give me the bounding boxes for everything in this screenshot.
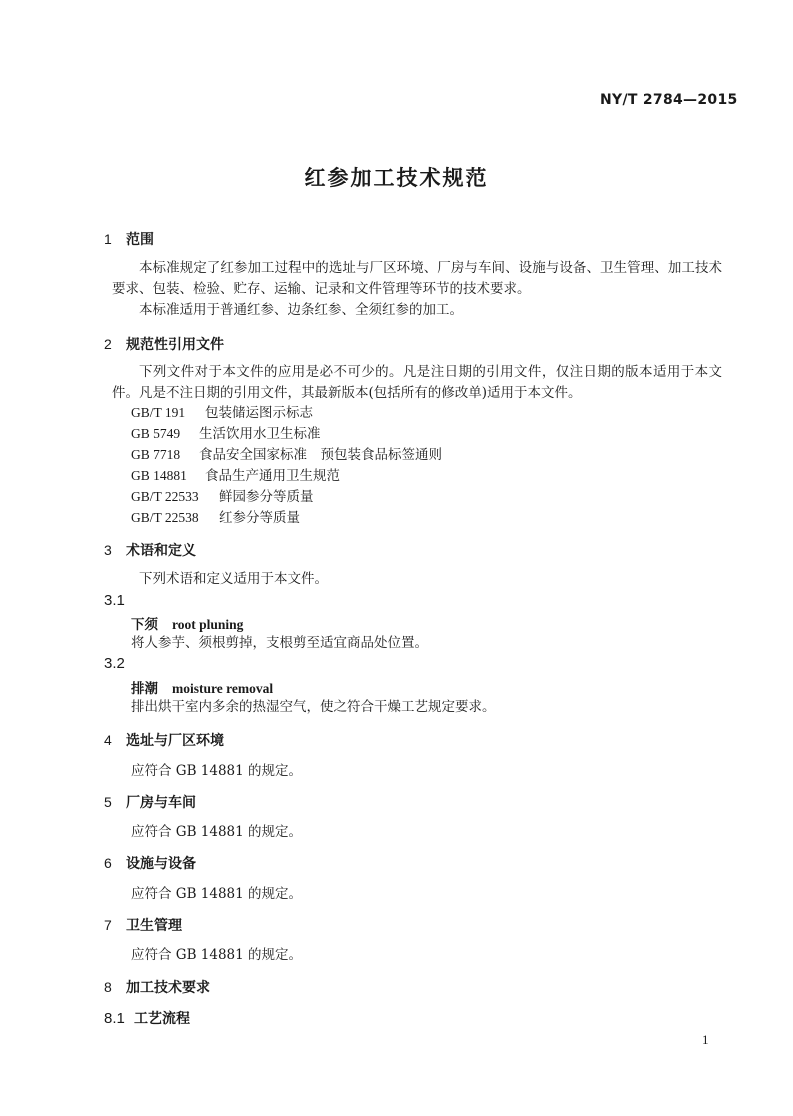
term-heading — [131, 677, 273, 697]
reference-item — [131, 508, 300, 528]
subsection-8-1-heading — [104, 1008, 190, 1028]
section-number: 1 — [104, 231, 112, 247]
section-2-heading — [104, 334, 224, 354]
section-2-paragraph-1: 下列文件对于本文件的应用是必不可少的。凡是注日期的引用文件，仅注日期的版本适用于本文件。凡是不注日期的引用文件，其最新版本(包括所有的修改单)适用于本文件。 — [112, 364, 722, 401]
subsection-title: 工艺流程 — [134, 1011, 190, 1027]
section-title: 设施与设备 — [126, 856, 196, 872]
section-title: 选址与厂区环境 — [126, 733, 224, 749]
section-title: 范围 — [126, 232, 154, 248]
reference-code: GB/T 22538 — [131, 510, 199, 525]
section-number: 4 — [104, 732, 112, 748]
section-number: 6 — [104, 855, 112, 871]
section-1-paragraph-2: 本标准适用于普通红参、边条红参、全须红参的加工。 — [139, 302, 463, 318]
subsection-number: 8.1 — [104, 1010, 125, 1027]
term-english: moisture removal — [172, 681, 274, 696]
section-title: 规范性引用文件 — [126, 337, 224, 353]
section-6-heading — [104, 853, 196, 873]
section-number: 5 — [104, 794, 112, 810]
section-number: 7 — [104, 917, 112, 933]
section-title: 术语和定义 — [126, 543, 196, 559]
term-chinese: 排潮 — [131, 681, 158, 697]
section-4-heading — [104, 730, 224, 750]
reference-item — [131, 445, 442, 465]
term-definition: 排出烘干室内多余的热湿空气，使之符合干燥工艺规定要求。 — [131, 699, 496, 715]
reference-name: 红参分等质量 — [219, 510, 300, 526]
reference-name: 食品安全国家标准 预包装食品标签通则 — [199, 447, 442, 463]
reference-name: 包装储运图示标志 — [205, 405, 313, 421]
section-1-paragraph-1: 本标准规定了红参加工过程中的选址与厂区环境、厂房与车间、设施与设备、卫生管理、加工技术要求、包装、检验、贮存、运输、记录和文件管理等环节的技术要求。 — [112, 260, 722, 297]
section-title: 厂房与车间 — [126, 795, 196, 811]
section-number: 8 — [104, 979, 112, 995]
section-title: 加工技术要求 — [126, 980, 210, 996]
standard-code: NY/T 2784—2015 — [600, 92, 738, 108]
reference-code: GB 14881 — [131, 468, 187, 483]
reference-name: 食品生产通用卫生规范 — [205, 468, 340, 484]
term-number: 3.1 — [104, 592, 125, 609]
reference-name: 鲜园参分等质量 — [219, 489, 314, 505]
reference-code: GB/T 22533 — [131, 489, 199, 504]
section-number: 2 — [104, 336, 112, 352]
section-5-paragraph-1: 应符合 GB 14881 的规定。 — [131, 824, 303, 840]
term-number: 3.2 — [104, 655, 125, 672]
section-number: 3 — [104, 542, 112, 558]
section-6-paragraph-1: 应符合 GB 14881 的规定。 — [131, 886, 303, 902]
term-heading — [131, 613, 243, 633]
section-7-heading — [104, 915, 182, 935]
reference-code: GB/T 191 — [131, 405, 186, 420]
reference-code: GB 5749 — [131, 426, 181, 441]
term-definition: 将人参芋、须根剪掉，支根剪至适宜商品处位置。 — [131, 635, 428, 651]
section-3-paragraph-1: 下列术语和定义适用于本文件。 — [139, 571, 328, 587]
section-5-heading — [104, 792, 196, 812]
reference-item — [131, 487, 314, 507]
document-title: 红参加工技术规范 — [304, 166, 489, 190]
reference-code: GB 7718 — [131, 447, 181, 462]
section-3-heading — [104, 540, 196, 560]
section-1-heading — [104, 229, 154, 249]
section-7-paragraph-1: 应符合 GB 14881 的规定。 — [131, 947, 303, 963]
section-8-heading — [104, 977, 210, 997]
section-title: 卫生管理 — [126, 918, 182, 934]
reference-name: 生活饮用水卫生标准 — [199, 426, 321, 442]
page-number: 1 — [702, 1032, 709, 1047]
reference-item — [131, 424, 321, 444]
term-english: root pluning — [172, 617, 244, 632]
section-4-paragraph-1: 应符合 GB 14881 的规定。 — [131, 763, 303, 779]
reference-item — [131, 403, 313, 423]
reference-item — [131, 466, 340, 486]
term-chinese: 下须 — [131, 617, 158, 633]
